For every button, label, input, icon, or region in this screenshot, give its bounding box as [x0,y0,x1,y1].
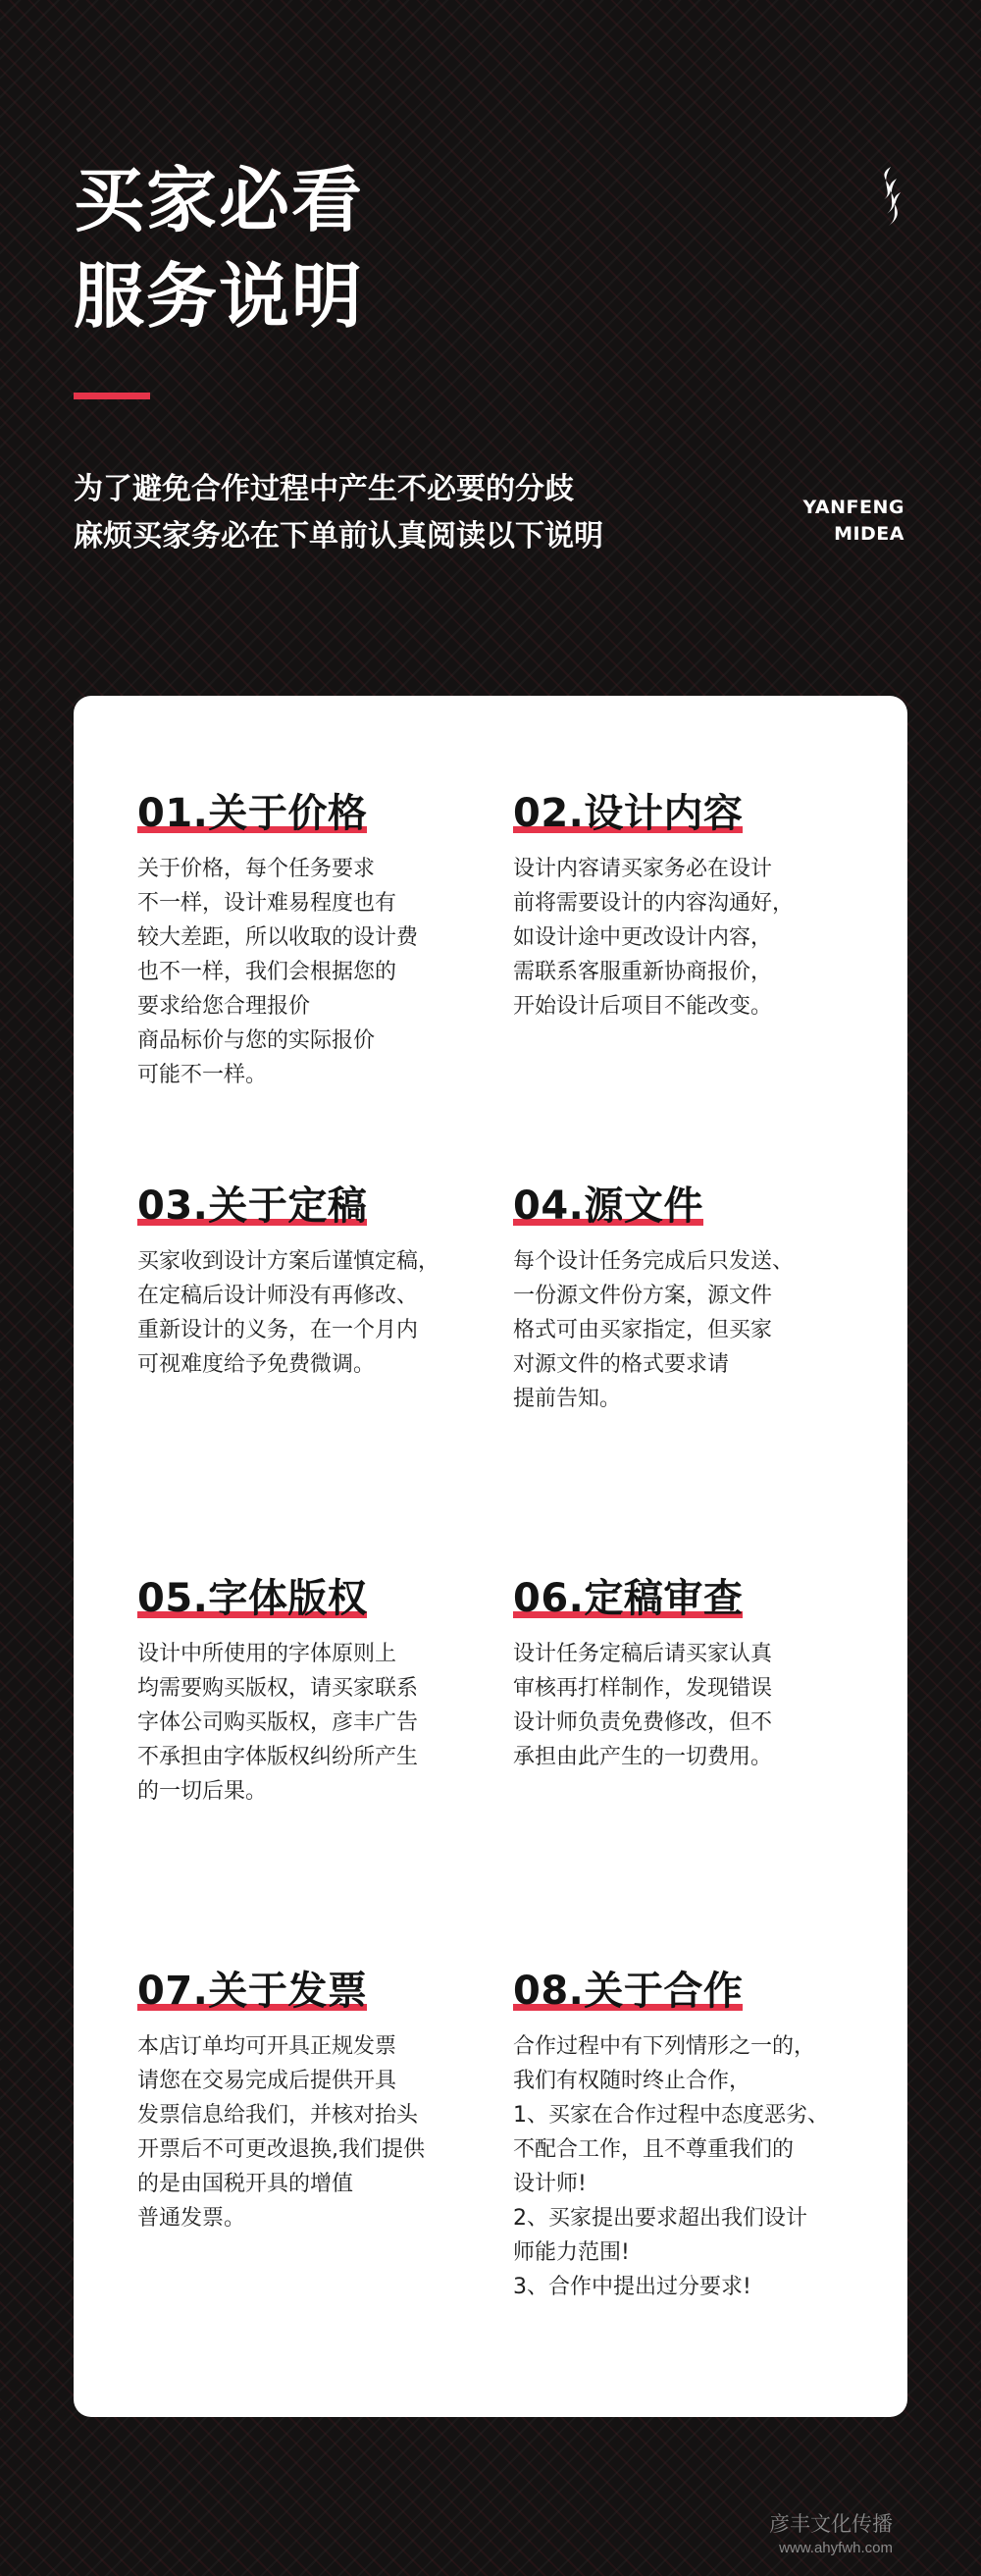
body-line: 对源文件的格式要求请 [513,1352,730,1377]
section-body [513,852,886,1024]
body-line: 设计师! [513,2172,587,2196]
body-line: 一份源文件份方案，源文件 [513,1284,773,1308]
body-line: 发票信息给我们，并核对抬头 [137,2103,419,2128]
section-title: 05.字体版权 [137,1576,368,1621]
section-source-files [513,1182,886,1416]
section-body [137,852,476,1092]
body-line: 设计内容请买家务必在设计 [513,857,773,881]
section-body [137,2029,476,2235]
section-final-review [513,1574,886,1774]
section-body [513,1637,886,1774]
body-line: 本店订单均可开具正规发票 [137,2034,397,2059]
footer-url: www.ahyfwh.com [779,2540,893,2556]
body-line: 如设计途中更改设计内容， [513,925,773,950]
brand-name [802,495,904,548]
section-title: 02.设计内容 [513,791,744,836]
section-title: 01.关于价格 [137,791,368,836]
body-line: 重新设计的义务，在一个月内 [137,1318,419,1342]
body-line: 不一样，设计难易程度也有 [137,891,397,916]
section-font-copyright [137,1574,476,1809]
body-line: 审核再打样制作，发现错误 [513,1676,773,1701]
body-line: 的一切后果。 [137,1779,268,1804]
body-line: 承担由此产生的一切费用。 [513,1745,773,1769]
section-title: 07.关于发票 [137,1969,368,2014]
body-line: 买家收到设计方案后谨慎定稿， [137,1249,440,1274]
accent-bar [74,393,150,399]
section-cooperation [513,1967,886,2304]
body-line: 我们有权随时终止合作， [513,2069,751,2093]
body-line: 请您在交易完成后提供开具 [137,2069,397,2093]
body-line: 均需要购买版权，请买家联系 [137,1676,419,1701]
section-title: 06.定稿审查 [513,1576,744,1621]
title-line-1: 买家必看 [74,159,365,241]
brand-line-1: YANFENG [802,497,904,518]
title-line-2: 服务说明 [74,255,365,338]
body-line: 需联系客服重新协商报价， [513,960,773,984]
body-line: 较大差距，所以收取的设计费 [137,925,419,950]
body-line: 3、合作中提出过分要求! [513,2275,751,2299]
body-line: 设计中所使用的字体原则上 [137,1642,397,1666]
footer-company-name: 彦丰文化传播 [769,2512,893,2536]
flame-logo-icon [861,165,912,228]
body-line: 也不一样，我们会根据您的 [137,960,397,984]
body-line: 开票后不可更改退换,我们提供 [137,2137,425,2162]
body-line: 开始设计后项目不能改变。 [513,994,773,1019]
body-line: 1、买家在合作过程中态度恶劣、 [513,2103,829,2128]
section-body [513,2029,886,2304]
body-line: 在定稿后设计师没有再修改、 [137,1284,419,1308]
section-body [137,1244,476,1382]
body-line: 不配合工作，且不尊重我们的 [513,2137,795,2162]
footer [769,2509,893,2558]
body-line: 设计师负责免费修改，但不 [513,1710,773,1735]
subtitle [74,466,603,560]
body-line: 的是由国税开具的增值 [137,2172,354,2196]
body-line: 商品标价与您的实际报价 [137,1028,376,1053]
subtitle-line-2: 麻烦买家务必在下单前认真阅读以下说明 [74,519,603,553]
section-title: 08.关于合作 [513,1969,744,2014]
body-line: 每个设计任务完成后只发送、 [513,1249,795,1274]
body-line: 设计任务定稿后请买家认真 [513,1642,773,1666]
section-price [137,789,476,1092]
body-line: 提前告知。 [513,1387,622,1411]
section-body [137,1637,476,1809]
info-card [74,696,907,2417]
body-line: 师能力范围! [513,2240,630,2265]
body-line: 关于价格，每个任务要求 [137,857,376,881]
body-line: 合作过程中有下列情形之一的， [513,2034,816,2059]
page-title [74,152,364,344]
section-title: 03.关于定稿 [137,1183,368,1229]
body-line: 要求给您合理报价 [137,994,311,1019]
brand-line-2: MIDEA [834,523,904,545]
section-design-content [513,789,886,1024]
body-line: 2、买家提出要求超出我们设计 [513,2206,807,2231]
body-line: 不承担由字体版权纠纷所产生 [137,1745,419,1769]
body-line: 格式可由买家指定，但买家 [513,1318,773,1342]
body-line: 普通发票。 [137,2206,246,2231]
subtitle-line-1: 为了避免合作过程中产生不必要的分歧 [74,472,574,506]
body-line: 可视难度给予免费微调。 [137,1352,376,1377]
body-line: 前将需要设计的内容沟通好， [513,891,795,916]
section-body [513,1244,886,1416]
body-line: 可能不一样。 [137,1063,268,1087]
section-title: 04.源文件 [513,1183,703,1229]
section-invoice [137,1967,476,2235]
section-finalization [137,1182,476,1382]
body-line: 字体公司购买版权，彦丰广告 [137,1710,419,1735]
